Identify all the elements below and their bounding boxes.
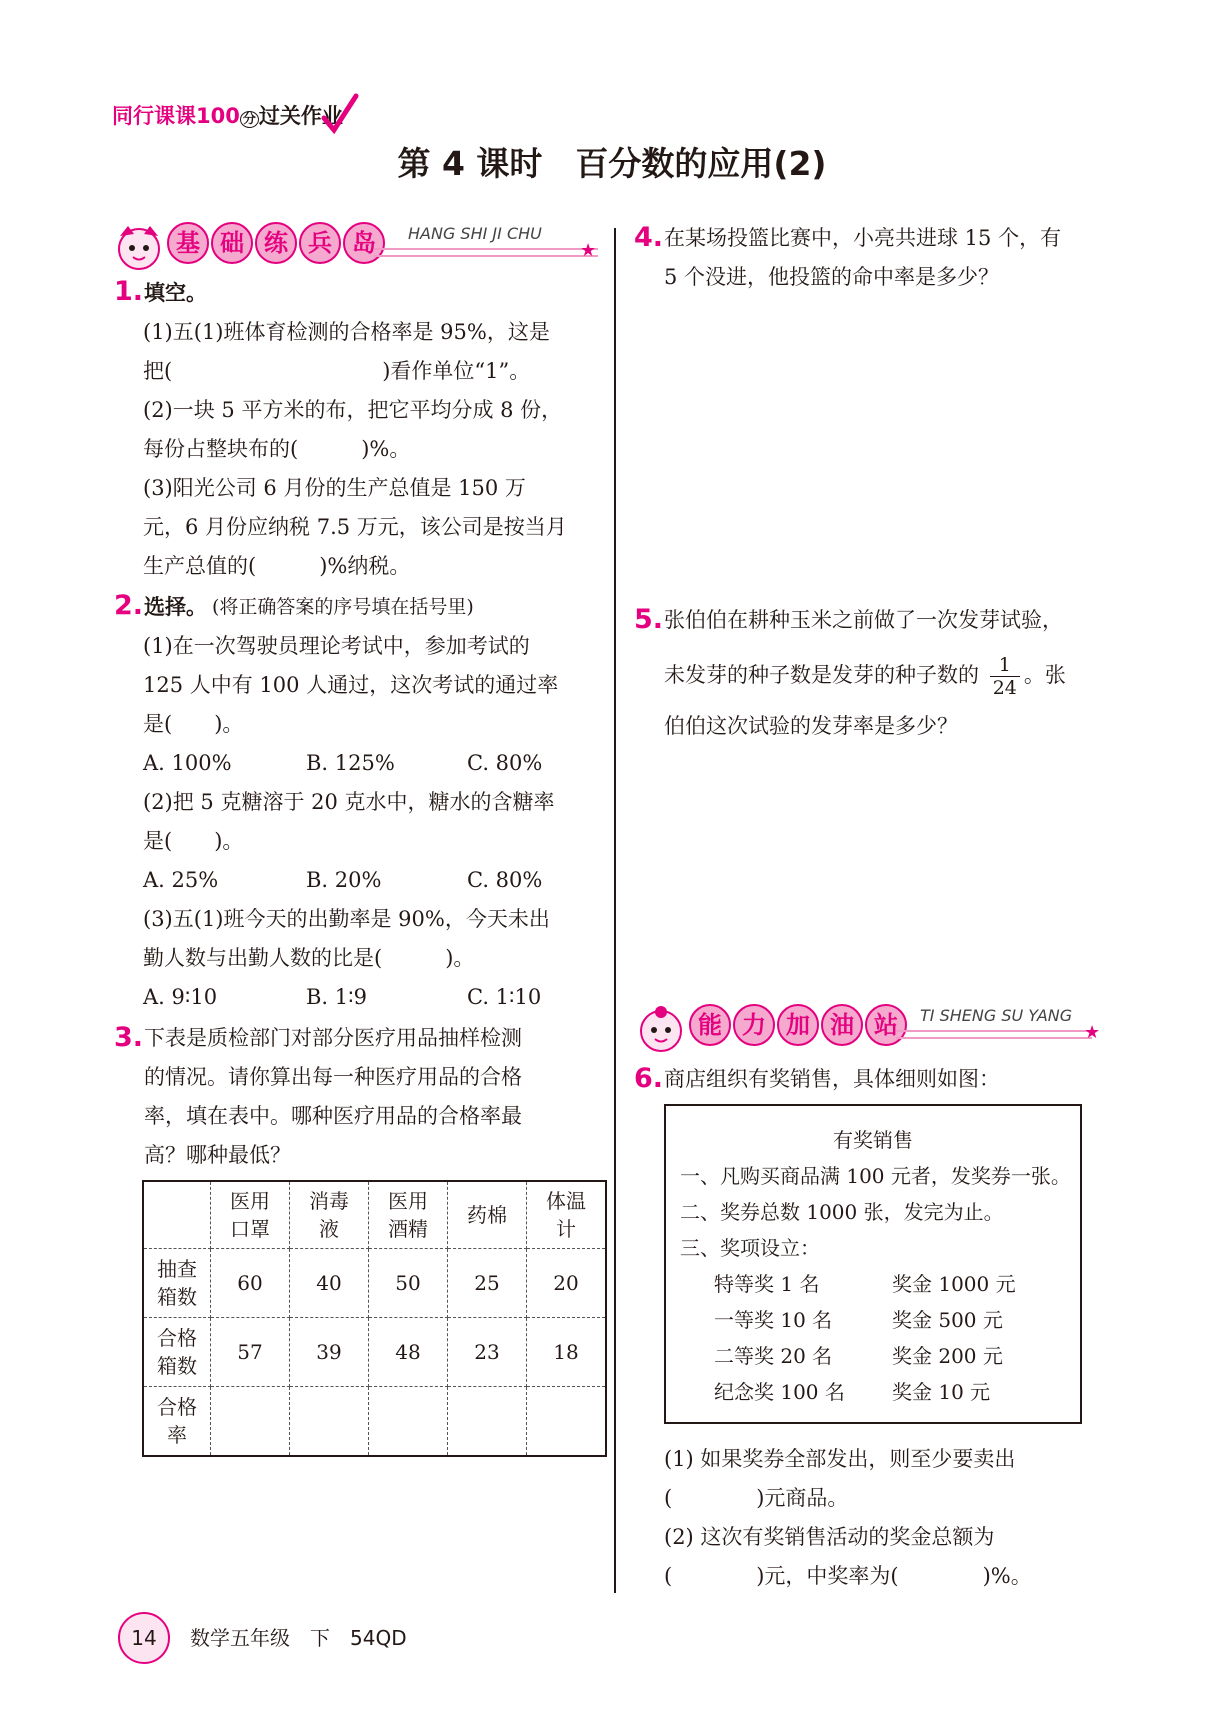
table-cell: 40 — [290, 1249, 369, 1318]
answer-cell[interactable] — [211, 1387, 290, 1457]
question-line: 5 个没进，他投篮的命中率是多少？ — [664, 265, 1000, 289]
answer-cell[interactable] — [448, 1387, 527, 1457]
table-row — [143, 1387, 606, 1457]
table-cell: 50 — [369, 1249, 448, 1318]
page-number: 14 — [118, 1612, 170, 1664]
question-line: (3)五(1)班今天的出勤率是 90%，今天未出 — [143, 907, 550, 931]
table-header: 体温 计 — [527, 1181, 607, 1249]
question-line — [664, 654, 1066, 699]
question-line: 下表是质检部门对部分医疗用品抽样检测 — [144, 1026, 522, 1050]
question-line: 商店组织有奖销售，具体细则如图： — [664, 1067, 1000, 1091]
rule-line: 二、奖券总数 1000 张，发完为止。 — [680, 1200, 1004, 1224]
prize-tier: 特等奖 1 名 — [714, 1272, 820, 1296]
table-cell: 57 — [211, 1318, 290, 1387]
question-line: 125 人中有 100 人通过，这次考试的通过率 — [143, 673, 559, 697]
column-divider — [614, 228, 616, 1593]
answer-cell[interactable] — [369, 1387, 448, 1457]
brand-logo — [112, 100, 343, 130]
sub-question-line: (2) 这次有奖销售活动的奖金总额为 — [664, 1525, 995, 1549]
fraction-denominator: 24 — [992, 677, 1017, 699]
question-line: 把( )看作单位“1”。 — [143, 359, 531, 383]
title-char: 能 — [689, 1004, 731, 1046]
row-header: 抽查 箱数 — [143, 1249, 211, 1318]
question-line: 是( )。 — [143, 829, 244, 853]
title-char: 兵 — [299, 222, 341, 264]
prize-tier: 纪念奖 100 名 — [714, 1380, 845, 1404]
question-number: 3. — [114, 1022, 144, 1053]
prize-amount: 奖金 500 元 — [892, 1308, 1003, 1332]
table-header: 消毒 液 — [290, 1181, 369, 1249]
brand-unit: 分 — [240, 111, 259, 128]
title-char: 油 — [821, 1004, 863, 1046]
question-number: 6. — [634, 1063, 664, 1094]
fraction — [990, 654, 1020, 699]
sub-question-line: (1) 如果奖券全部发出，则至少要卖出 — [664, 1447, 1016, 1471]
question-number: 4. — [634, 222, 664, 253]
banner-rule — [896, 1030, 1092, 1039]
table-corner-cell — [143, 1181, 211, 1249]
question-line: 生产总值的( )%纳税。 — [143, 554, 411, 578]
question-line: 是( )。 — [143, 712, 244, 736]
sub-question-line: ( )元商品。 — [664, 1486, 849, 1510]
sub-question-line: ( )元，中奖率为( )%。 — [664, 1564, 1032, 1588]
page-title: 第 4 课时 百分数的应用(2) — [397, 144, 827, 183]
question-line: 伯伯这次试验的发芽率是多少？ — [664, 714, 958, 738]
section-pinyin: HANG SHI JI CHU — [408, 224, 542, 243]
question-line: 率，填在表中。哪种医疗用品的合格率最 — [144, 1104, 522, 1128]
line-text: 未发芽的种子数是发芽的种子数的 — [664, 663, 979, 687]
title-char: 力 — [733, 1004, 775, 1046]
question-number: 2. — [114, 590, 144, 621]
option-c[interactable]: C. 80% — [467, 868, 543, 892]
answer-cell[interactable] — [527, 1387, 607, 1457]
rule-line: 三、奖项设立： — [680, 1236, 820, 1260]
title-char: 练 — [255, 222, 297, 264]
rule-line: 一、凡购买商品满 100 元者，发奖券一张。 — [680, 1164, 1071, 1188]
table-cell: 25 — [448, 1249, 527, 1318]
question-line: (2)一块 5 平方米的布，把它平均分成 8 份， — [143, 398, 563, 422]
row-header: 合格 箱数 — [143, 1318, 211, 1387]
star-icon: ★ — [580, 240, 597, 261]
section-banner-advanced — [634, 1000, 1114, 1056]
prize-tier: 二等奖 20 名 — [714, 1344, 833, 1368]
title-char: 加 — [777, 1004, 819, 1046]
question-line: 的情况。请你算出每一种医疗用品的合格 — [144, 1065, 522, 1089]
question-note: (将正确答案的序号填在括号里) — [212, 596, 474, 618]
prize-amount: 奖金 200 元 — [892, 1344, 1003, 1368]
question-line: 每份占整块布的( )%。 — [143, 437, 411, 461]
section-pinyin: TI SHENG SU YANG — [920, 1006, 1073, 1025]
question-line: (3)阳光公司 6 月份的生产总值是 150 万 — [143, 476, 526, 500]
table-header: 医用 口罩 — [211, 1181, 290, 1249]
table-header-row — [143, 1181, 606, 1249]
table-cell: 20 — [527, 1249, 607, 1318]
prize-rules-box — [664, 1104, 1082, 1424]
question-line: 高？哪种最低？ — [144, 1143, 291, 1167]
option-c[interactable]: C. 1∶10 — [467, 985, 542, 1009]
table-cell: 18 — [527, 1318, 607, 1387]
option-a[interactable]: A. 100% — [143, 751, 232, 775]
option-a[interactable]: A. 9∶10 — [143, 985, 218, 1009]
banner-rule — [374, 248, 598, 257]
question-line: 张伯伯在耕种玉米之前做了一次发芽试验， — [664, 608, 1063, 632]
star-icon: ★ — [1084, 1022, 1101, 1043]
question-title: 填空。 — [144, 281, 207, 305]
brand-name: 同行课课100 — [112, 104, 240, 128]
girl-mascot-icon — [634, 1004, 688, 1054]
title-char: 岛 — [343, 222, 385, 264]
box-title: 有奖销售 — [833, 1128, 913, 1152]
question-title: 选择。 — [144, 595, 207, 619]
table-cell: 60 — [211, 1249, 290, 1318]
quality-check-table — [142, 1180, 607, 1457]
section-title — [167, 222, 385, 264]
prize-amount: 奖金 10 元 — [892, 1380, 991, 1404]
option-b[interactable]: B. 20% — [306, 868, 382, 892]
prize-tier: 一等奖 10 名 — [714, 1308, 833, 1332]
table-cell: 23 — [448, 1318, 527, 1387]
table-row — [143, 1318, 606, 1387]
section-banner-basic — [112, 218, 612, 274]
checkmark-icon — [320, 92, 360, 134]
question-line: (2)把 5 克糖溶于 20 克水中，糖水的含糖率 — [143, 790, 555, 814]
prize-amount: 奖金 1000 元 — [892, 1272, 1016, 1296]
title-char: 站 — [865, 1004, 907, 1046]
table-header: 药棉 — [448, 1181, 527, 1249]
table-header: 医用 酒精 — [369, 1181, 448, 1249]
table-row — [143, 1249, 606, 1318]
question-line: (1)五(1)班体育检测的合格率是 95%，这是 — [143, 320, 550, 344]
answer-cell[interactable] — [290, 1387, 369, 1457]
fraction-numerator: 1 — [990, 654, 1020, 677]
option-a[interactable]: A. 25% — [143, 868, 219, 892]
brand-subtitle: 过关作业 — [258, 104, 343, 128]
title-char: 基 — [167, 222, 209, 264]
row-header: 合格 率 — [143, 1387, 211, 1457]
line-text: 。张 — [1023, 663, 1066, 687]
question-line: 勤人数与出勤人数的比是( )。 — [143, 946, 475, 970]
title-char: 础 — [211, 222, 253, 264]
question-number: 5. — [634, 604, 664, 635]
girl-mascot-icon — [112, 222, 166, 272]
option-c[interactable]: C. 80% — [467, 751, 543, 775]
question-line: 在某场投篮比赛中，小亮共进球 15 个，有 — [664, 226, 1062, 250]
table-cell: 48 — [369, 1318, 448, 1387]
section-title — [689, 1004, 907, 1046]
footer-text: 数学五年级 下 54QD — [190, 1626, 407, 1650]
option-b[interactable]: B. 125% — [306, 751, 395, 775]
question-number: 1. — [114, 276, 144, 307]
table-cell: 39 — [290, 1318, 369, 1387]
option-b[interactable]: B. 1∶9 — [306, 985, 367, 1009]
question-line: 元，6 月份应纳税 7.5 万元，该公司是按当月 — [143, 515, 567, 539]
question-line: (1)在一次驾驶员理论考试中，参加考试的 — [143, 634, 530, 658]
